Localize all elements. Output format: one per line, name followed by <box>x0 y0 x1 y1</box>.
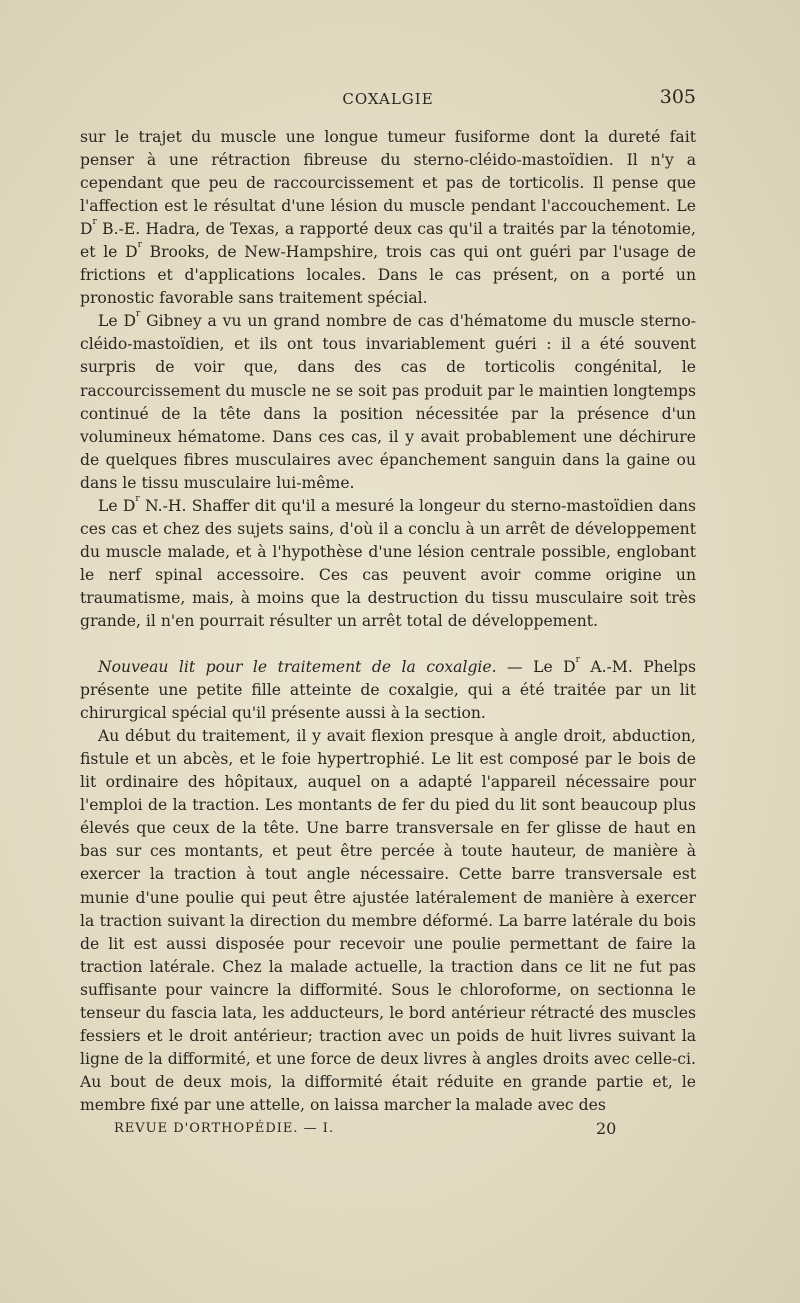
running-title: COXALGIE <box>342 90 434 108</box>
body-text <box>80 126 696 1117</box>
section-title: Nouveau lit pour le traitement de la coxalgie. <box>98 658 497 677</box>
running-head <box>80 86 696 116</box>
paragraph-5: Au début du traitement, il y avait flexion presque à angle droit, abduction, fistule et un abcès, et le foie hypertrophié. Le lit est composé par le bois de lit ordinaire des hôpitaux, auquel on a adapté l'appareil nécessaire pour l'emploi de la traction. Les montants de fer du pied du lit sont beaucoup plus élevés que ceux de la tête. Une barre transversale en fer glisse de haut en bas sur ces montants, et peut être percée à toute hauteur, de manière à exercer la traction à tout angle nécessaire. Cette barre transversale est munie d'une poulie qui peut être ajustée latéralement de manière à exercer la traction suivant la direction du membre déformé. La barre latérale du bois de lit est aussi disposée pour recevoir une poulie permettant de faire la traction latérale. Chez la malade actuelle, la traction dans ce lit ne fut pas suffisante pour vaincre la difformité. Sous le chloroforme, on sectionna le tenseur du fascia lata, les adducteurs, le bord antérieur rétracté des muscles fessiers et le droit antérieur; traction avec un poids de huit livres suivant la ligne de la difformité, et une force de deux livres à angles droits avec celle-ci. Au bout de deux mois, la difformité était réduite en grande partie et, le membre fixé par une attelle, on laissa marcher la malade avec des <box>80 727 696 1114</box>
signature-mark: 20 <box>596 1118 617 1138</box>
paragraph-2: Le $D^r$ Gibney a vu un grand nombre de cas d'hématome du muscle sterno-cléido-mastoïdien, et ils ont tous invariablement guéri : il a été souvent surpris de voir que, dans des cas de torticolis congénital, le raccourcissement du muscle ne se soit pas produit par le maintien longtemps continué de la tête dans la position nécessitée par la présence d'un volumineux hématome. Dans ces cas, il y avait probablement une déchirure de quelques fibres musculaires avec épanchement sanguin dans la gaine ou dans le tissu musculaire lui-même. <box>80 309 696 492</box>
paragraph-4: Nouveau lit pour le traitement de la coxalgie. — Le $D^r$ A.-M. Phelps présente une petite fille atteinte de coxalgie, qui a été traitée par un lit chirurgical spécial qu'il présente aussi à la section. <box>80 655 696 723</box>
paragraph-3: Le $D^r$ N.-H. Shaffer dit qu'il a mesuré la longeur du sterno-mastoïdien dans ces cas et chez des sujets sains, d'où il a conclu à un arrêt de développement du muscle malade, et à l'hypothèse d'une lésion centrale possible, englobant le nerf spinal accessoire. Ces cas peuvent avoir comme origine un traumatisme, mais, à moins que la destruction du tissu musculaire soit très grande, il n'en pourrait résulter un arrêt total de développement. <box>80 493 696 630</box>
document-page <box>80 86 696 1141</box>
page-number: 305 <box>659 86 696 108</box>
paragraph-1: sur le trajet du muscle une longue tumeur fusiforme dont la dureté fait penser à une rétraction fibreuse du sterno-cléido-mastoïdien. Il n'y a cependant que peu de raccourcissement et pas de torticolis. Il pense que l'affection est le résultat d'une lésion du muscle pendant l'accouchement. Le $D^r$ B.-E. Hadra, de Texas, a rapporté deux cas qu'il a traités par la ténotomie, et le $D^r$ Brooks, de New-Hampshire, trois cas qui ont guéri par l'usage de frictions et d'applications locales. Dans le cas présent, on a porté un pronostic favorable sans traitement spécial. <box>80 128 696 308</box>
journal-name: REVUE D'ORTHOPÉDIE. — I. <box>114 1120 335 1136</box>
page-footer <box>80 1119 696 1141</box>
